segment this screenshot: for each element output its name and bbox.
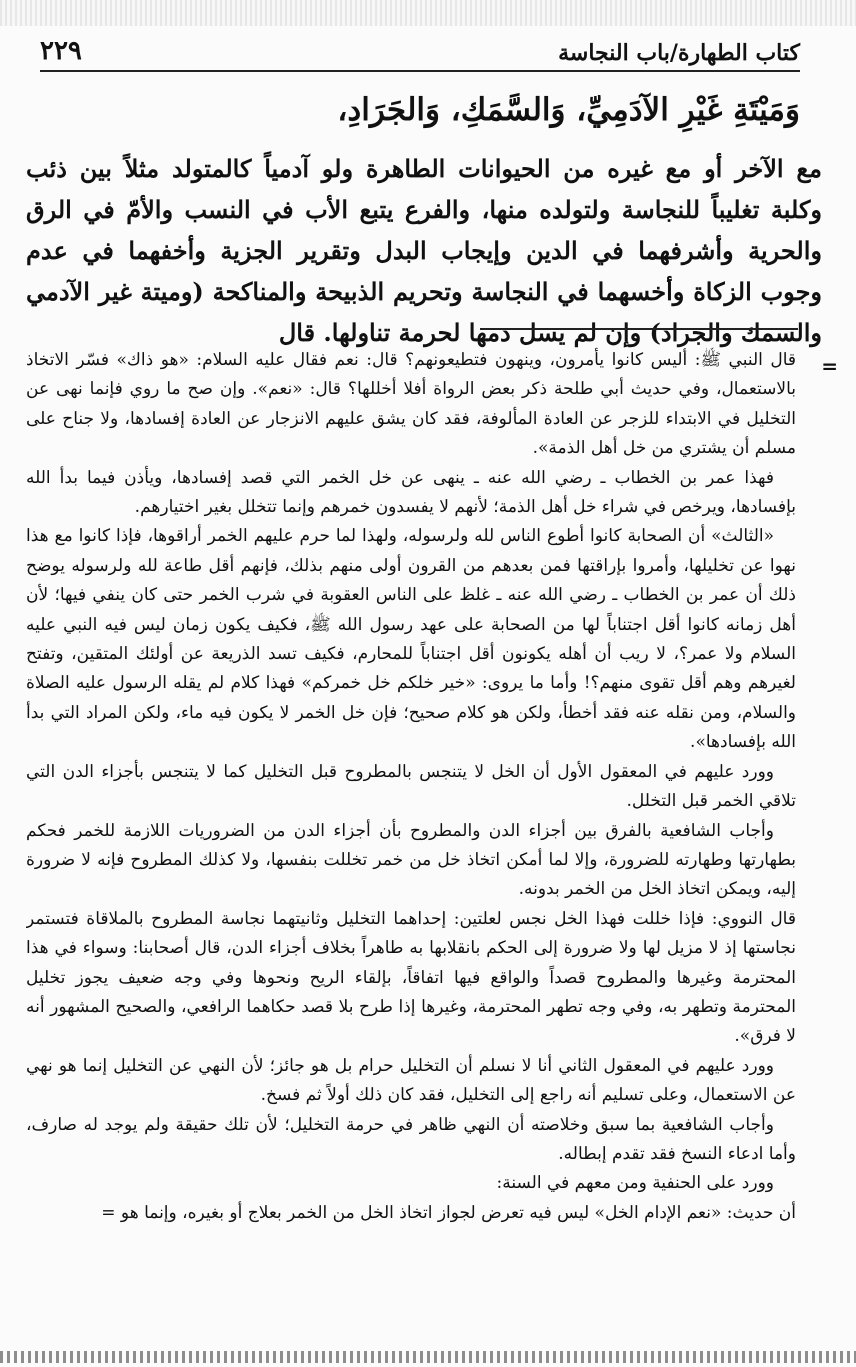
footnote-paragraph: وورد على الحنفية ومن معهم في السنة: — [496, 1173, 774, 1194]
commentary-highlight: (وميتة غير الآدمي والسمك والجراد) — [26, 277, 822, 347]
running-title: كتاب الطهارة/باب النجاسة — [558, 40, 800, 66]
commentary-text — [26, 148, 822, 353]
footnotes — [26, 346, 796, 1336]
page-number: ٢٢٩ — [40, 36, 82, 66]
scan-border-bottom — [0, 1351, 856, 1363]
footnote-divider — [480, 328, 798, 330]
footnote-paragraph: أن حديث: «نعم الإدام الخل» ليس فيه تعرض لجواز اتخاذ الخل من الخمر بعلاج أو بغيره، وإنما هو = — [101, 1202, 796, 1223]
scan-noise-top — [0, 0, 856, 26]
footnote-paragraph: «الثالث» أن الصحابة كانوا أطوع الناس لله ولرسوله، ولهذا لما حرم عليهم الخمر أراقوها، فإذا كانوا مع هذا نهوا عن تخليلها، وأمروا بإراقتها فمن بعدهم من القرون أولى منهم بذلك، فإنهم أقل طاعة لله ولرسوله يوضح ذلك أن عمر بن الخطاب ـ رضي الله عنه ـ غلظ على الناس العقوبة في شرب الخمر حتى كان ينفي فيها؛ لأن أهل زمانه كانوا أقل اجتناباً لها من الصحابة على عهد رسول الله ﷺ، فكيف يكون زمان ليس فيه النبي عليه السلام ولا عمر؟، لا ريب أن أهله يكونون أقل اجتناباً للمحارم، فكيف تسد الذريعة عن أولئك المتقين، وتفتح لغيرهم وهم أقل تقوى منهم؟! وأما ما يروى: «خير خلكم خل خمركم» فهذا كلام لم يقله الرسول عليه الصلاة والسلام، ومن نقله عنه فقد أخطأ، ولكن هو كلام صحيح؛ فإن خل الخمر لا يكون فيه ماء، ولكن المراد التي بدأ الله بإفسادها». — [26, 526, 796, 753]
footnote-paragraph: وورد عليهم في المعقول الأول أن الخل لا يتنجس بالمطروح قبل التخليل كما لا يتنجس بأجزاء الدن التي تلاقي الخمر قبل التخلل. — [26, 761, 796, 812]
footnote-paragraph: قال النبي ﷺ: أليس كانوا يأمرون، وينهون فتطيعونهم؟ قال: نعم فقال عليه السلام: «هو ذاك» فسّر الاتخاذ بالاستعمال، وفي حديث أبي طلحة ذكر بعض الرواة أفلا أخللها؟ قال: «نعم». وإن صح ما روي فإنما نهى عن التخليل في الابتداء للزجر عن العادة المألوفة، فقد كان يشق عليهم الانزجار عن العادة إفسادها، ولا جناح على مسلم أن يشتري من خل أهل الذمة». — [26, 350, 796, 459]
continuation-mark: = — [821, 354, 838, 378]
footnote-paragraph: فهذا عمر بن الخطاب ـ رضي الله عنه ـ ينهى عن خل الخمر التي قصد إفسادها، ويأذن فيما بدأ الله بإفسادها، ويرخص في شراء خل أهل الذمة؛ لأنهم لا يفسدون خمرهم وإنما تتخلل بغير اختيارهم. — [26, 467, 796, 518]
footnote-paragraph: وأجاب الشافعية بما سبق وخلاصته أن النهي ظاهر في حرمة التخليل؛ لأن تلك حقيقة ولم يوجد له صارف، وأما ادعاء النسخ فقد تقدم إبطاله. — [26, 1114, 796, 1164]
matn-text: وَمَيْتَةِ غَيْرِ الآدَمِيِّ، وَالسَّمَكِ، وَالجَرَادِ، — [337, 92, 800, 128]
commentary-part-1: مع الآخر أو مع غيره من الحيوانات الطاهرة ولو آدمياً كالمتولد مثلاً بين ذئب وكلبة تغليباً للنجاسة ولتولده منها، والفرع يتبع الأب في النسب والأمّ في الرق والحرية وأشرفهما في الدين وإيجاب البدل وتقرير الجزية وأخفهما في عدم وجوب الزكاة وأخسهما في النجاسة وتحريم الذبيحة والمناكحة — [26, 154, 822, 306]
page-header — [40, 30, 800, 72]
commentary-part-2: وإن لم يسل دمها لحرمة تناولها. قال — [278, 318, 650, 347]
footnote-paragraph: وورد عليهم في المعقول الثاني أنا لا نسلم أن التخليل حرام بل هو جائز؛ لأن النهي عن التخليل إنما هو نهي عن الاستعمال، وعلى تسليم أنه راجع إلى التخليل، فقد كان ذلك أولاً ثم فسخ. — [26, 1055, 796, 1106]
footnote-paragraph: قال النووي: فإذا خللت فهذا الخل نجس لعلتين: إحداهما التخليل وثانيتهما نجاسة المطروح بالملاقاة فتستمر نجاستها إذ لا مزيل لها ولا ضرورة إلى الحكم بانقلابها به طاهراً بخلاف أجزاء الدن، قال أصحابنا: وسواء في هذا المحترمة وغيرها والمطروح قصداً والواقع فيها اتفاقاً، بإلقاء الريح ونحوها وفي وجه ضعيف يجوز تخليل المحترمة وتطهر به، وفي وجه تطهر المحترمة، وغيرها إذا طرح بلا قصد حكاهما الرافعي، والصحيح المشهور أنه لا فرق». — [26, 908, 796, 1047]
footnote-paragraph: وأجاب الشافعية بالفرق بين أجزاء الدن والمطروح بأن أجزاء الدن من الضروريات اللازمة للخمر فحكم بطهارتها وطهارته للضرورة، وإلا لما أمكن اتخاذ خل من خمر تخللت بنفسها، ولا كذلك المطروح فإنه لا ضرورة إليه، ويمكن اتخاذ الخل من الخمر بدونه. — [26, 820, 796, 900]
